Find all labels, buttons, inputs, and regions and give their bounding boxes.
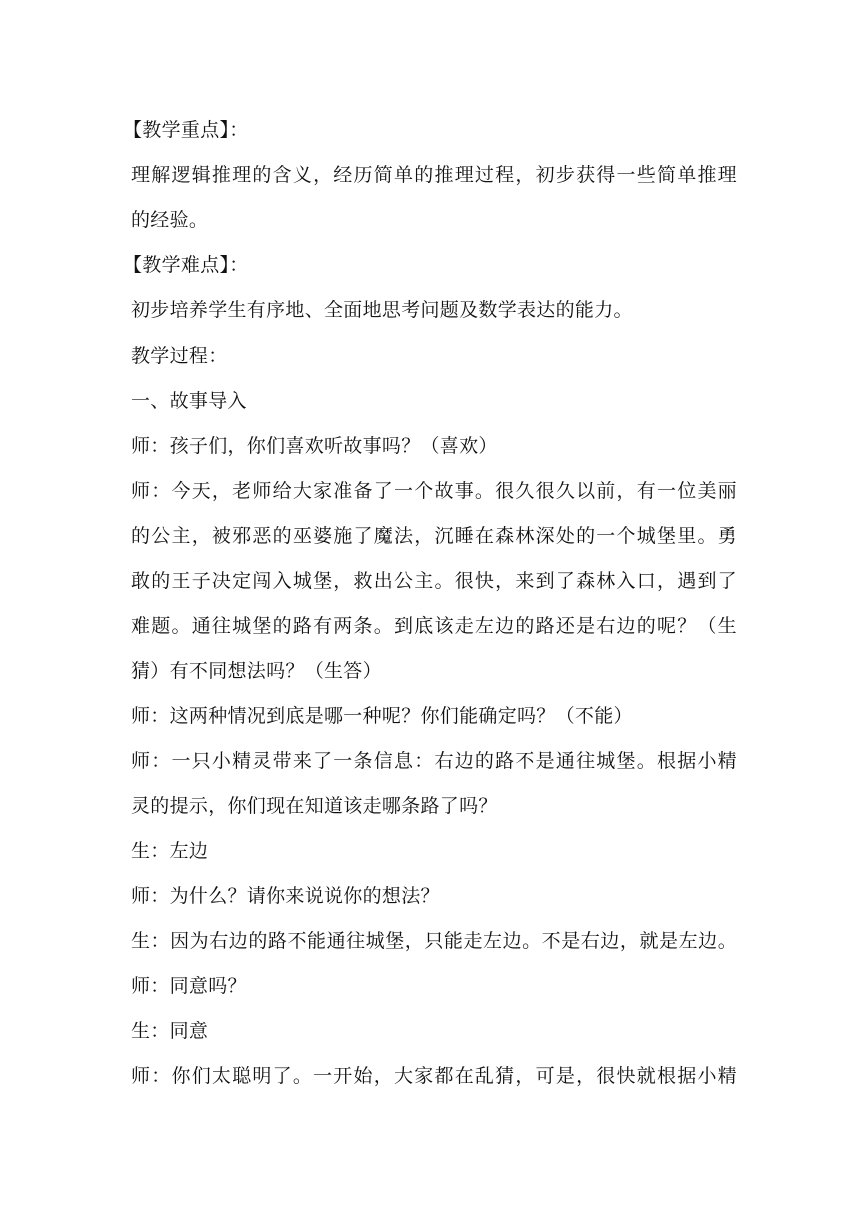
- section-heading-teaching-focus: 【教学重点】：: [123, 119, 249, 141]
- dialogue-line: 难题。通往城堡的路有两条。到底该走左边的路还是右边的呢？（生: [131, 615, 737, 637]
- subsection-heading-story-intro: 一、故事导入: [131, 390, 247, 412]
- dialogue-line: 师：为什么？请你来说说你的想法？: [131, 885, 440, 907]
- dialogue-line: 的公主，被邪恶的巫婆施了魔法，沉睡在森林深处的一个城堡里。勇: [131, 525, 737, 547]
- dialogue-line: 生：因为右边的路不能通往城堡，只能走左边。不是右边，就是左边。: [131, 930, 737, 952]
- dialogue-line: 灵的提示，你们现在知道该走哪条路了吗？: [131, 795, 498, 817]
- dialogue-line: 猜）有不同想法吗？（生答）: [131, 660, 382, 682]
- dialogue-line: 师：同意吗？: [131, 975, 247, 997]
- dialogue-line: 师：这两种情况到底是哪一种呢？你们能确定吗？（不能）: [131, 705, 633, 727]
- section-heading-teaching-process: 教学过程：: [131, 345, 228, 367]
- paragraph-line: 初步培养学生有序地、全面地思考问题及数学表达的能力。: [131, 299, 633, 321]
- dialogue-line: 敢的王子决定闯入城堡，救出公主。很快，来到了森林入口，遇到了: [131, 570, 737, 592]
- dialogue-line: 生：左边: [131, 840, 209, 862]
- dialogue-line: 师：一只小精灵带来了一条信息：右边的路不是通往城堡。根据小精: [131, 750, 737, 772]
- dialogue-line: 师：今天，老师给大家准备了一个故事。很久很久以前，有一位美丽: [131, 480, 737, 502]
- dialogue-line: 生：同意: [131, 1020, 209, 1042]
- dialogue-line: 师：孩子们，你们喜欢听故事吗？（喜欢）: [131, 435, 498, 457]
- section-heading-teaching-difficulty: 【教学难点】：: [123, 254, 249, 276]
- paragraph-line: 的经验。: [131, 209, 209, 231]
- dialogue-line: 师：你们太聪明了。一开始，大家都在乱猜，可是，很快就根据小精: [131, 1065, 737, 1087]
- paragraph-line: 理解逻辑推理的含义，经历简单的推理过程，初步获得一些简单推理: [131, 164, 737, 186]
